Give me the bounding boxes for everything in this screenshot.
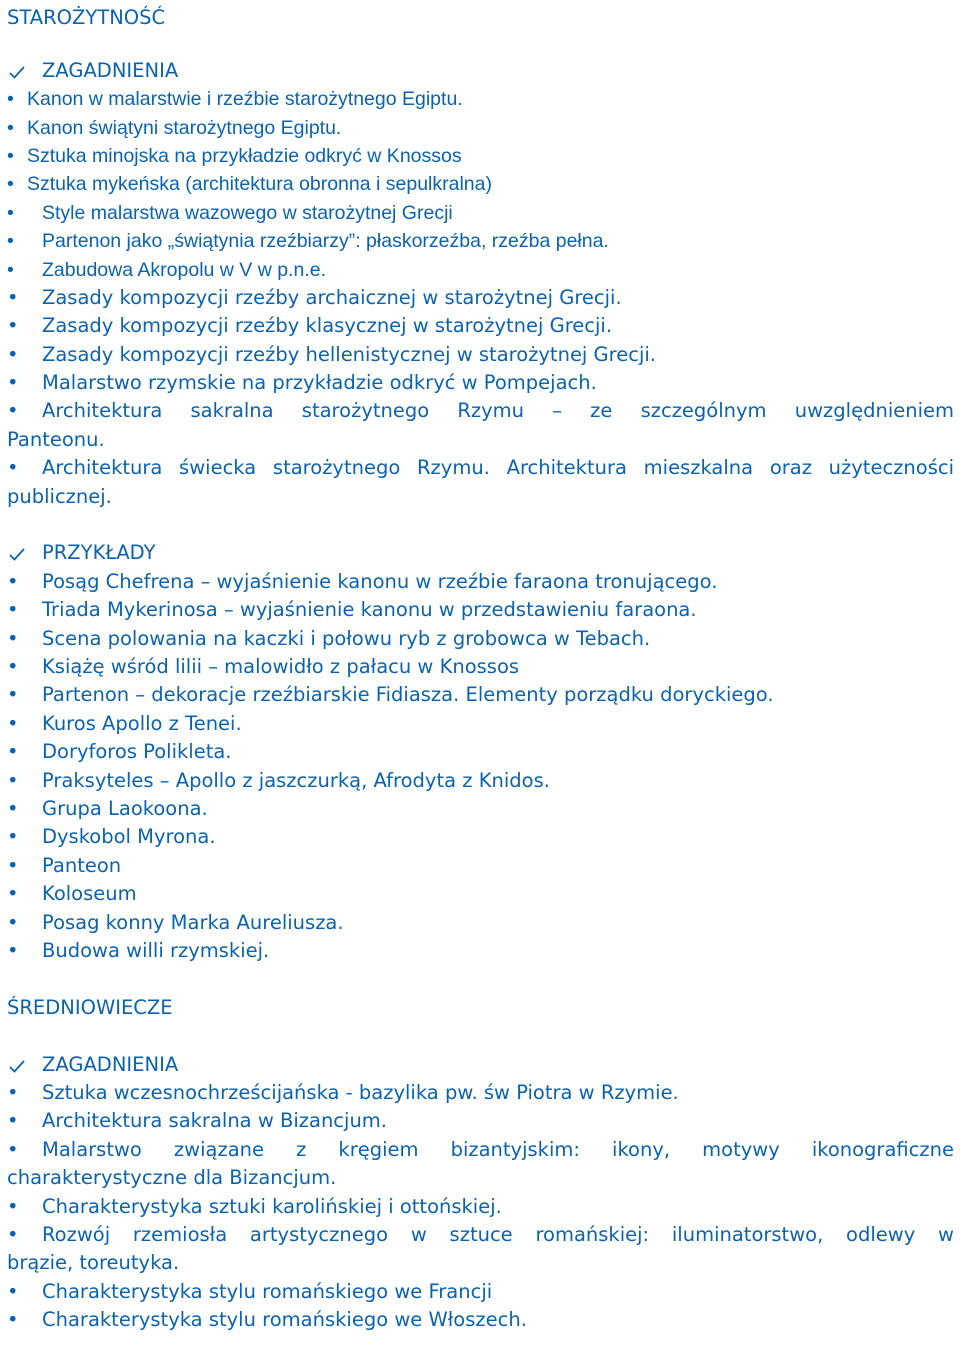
list-item: • Zasady kompozycji rzeźby archaicznej w starożytnej Grecji. <box>7 285 622 309</box>
list-item: • Architektura sakralna starożytnego Rzymu – ze szczególnym uwzględnieniem Panteonu. <box>7 399 954 451</box>
list-item: • Posag konny Marka Aureliusza. <box>7 910 344 934</box>
list-item: • Malarstwo związane z kręgiem bizantyjskim: ikony, motywy ikonograficzne charakterystyczne dla Bizancjum. <box>7 1137 954 1190</box>
list-item: • Kanon w malarstwie i rzeźbie starożytnego Egiptu. <box>7 88 463 111</box>
list-item: • Doryforos Polikleta. <box>7 740 232 764</box>
list-item: • Posąg Chefrena – wyjaśnienie kanonu w rzeźbie faraona tronującego. <box>7 569 718 593</box>
list-item: • Panteon <box>7 853 122 877</box>
list-item: • Partenon jako „świątynia rzeźbiarzy”: płaskorzeźba, rzeźba pełna. <box>7 230 609 253</box>
list-item: • Dyskobol Myrona. <box>7 825 216 849</box>
list-item: • Malarstwo rzymskie na przykładzie odkryć w Pompejach. <box>7 371 597 395</box>
list-item: • Kuros Apollo z Tenei. <box>7 711 242 735</box>
list-item: • Charakterystyka stylu romańskiego we Włoszech. <box>7 1308 527 1332</box>
list-item: • Koloseum <box>7 882 137 906</box>
list-item: • Kanon świątyni starożytnego Egiptu. <box>7 116 342 139</box>
list-item: • Sztuka minojska na przykładzie odkryć w Knossos <box>7 144 462 167</box>
list-item: • Zasady kompozycji rzeźby klasycznej w starożytnej Grecji. <box>7 314 613 338</box>
document <box>7 0 954 1334</box>
list-item: • Scena polowania na kaczki i połowu ryb z grobowca w Tebach. <box>7 626 651 650</box>
list-item: • Charakterystyka stylu romańskiego we Francji <box>7 1279 493 1303</box>
list-item: • Charakterystyka sztuki karolińskiej i ottońskiej. <box>7 1194 502 1218</box>
list-item: • Architektura sakralna w Bizancjum. <box>7 1109 388 1133</box>
list-item: • Architektura świecka starożytnego Rzymu. Architektura mieszkalna oraz użyteczności publicznej. <box>7 456 954 508</box>
list-item: • Budowa willi rzymskiej. <box>7 938 270 962</box>
list-item: • Rozwój rzemiosła artystycznego w sztuce romańskiej: iluminatorstwo, odlewy w brązie, toreutyka. <box>7 1222 954 1275</box>
examples-header-antiquity: PRZYKŁADY <box>7 539 954 567</box>
list-item: • Sztuka mykeńska (architektura obronna i sepulkralna) <box>7 173 492 196</box>
section-title-antiquity: STAROŻYTNOŚĆ <box>7 6 166 29</box>
list-item: • Praksyteles – Apollo z jaszczurką, Afrodyta z Knidos. <box>7 768 550 792</box>
list-item: • Style malarstwa wazowego w starożytnej Grecji <box>7 201 453 224</box>
topics-header-antiquity: ZAGADNIENIA <box>7 57 954 85</box>
topics-header-middle-ages: ZAGADNIENIA <box>7 1051 954 1079</box>
list-item: • Zasady kompozycji rzeźby hellenistycznej w starożytnej Grecji. <box>7 342 657 366</box>
list-item: • Triada Mykerinosa – wyjaśnienie kanonu w przedstawieniu faraona. <box>7 598 697 622</box>
list-item: • Zabudowa Akropolu w V w p.n.e. <box>7 258 326 281</box>
list-item: • Partenon – dekoracje rzeźbiarskie Fidiasza. Elementy porządku doryckiego. <box>7 683 774 707</box>
list-item: • Sztuka wczesnochrześcijańska - bazylika pw. św Piotra w Rzymie. <box>7 1080 679 1104</box>
list-item: • Książę wśród lilii – malowidło z pałacu w Knossos <box>7 655 520 679</box>
section-title-middle-ages: ŚREDNIOWIECZE <box>7 995 173 1019</box>
list-item: • Grupa Laokoona. <box>7 797 208 820</box>
